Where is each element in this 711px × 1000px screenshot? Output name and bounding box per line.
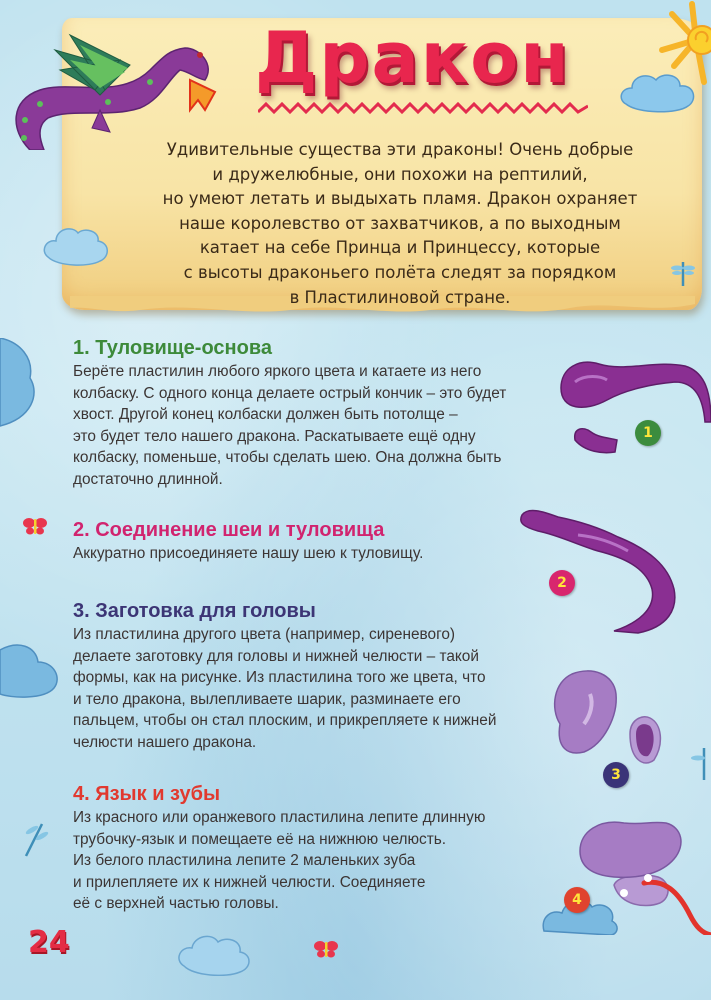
step-1-clay-body-illustration (555, 352, 711, 462)
step-4-section (73, 782, 543, 915)
step-3-clay-head-illustration (544, 664, 674, 776)
cloud-icon (176, 932, 250, 976)
step-text-line: хвост. Другой конец колбаски должен быть потолще – (73, 406, 458, 424)
dragonfly-icon (20, 820, 50, 858)
step-heading: 2. Соединение шеи и туловища (73, 519, 385, 541)
step-text-line: Из красного или оранжевого пластилина лепите длинную (73, 809, 486, 826)
step-heading: 3. Заготовка для головы (73, 600, 316, 622)
sun-icon (652, 0, 711, 90)
dragonfly-edge-icon (690, 746, 711, 782)
step-heading: 4. Язык и зубы (73, 783, 221, 805)
step-1-badge: 1 (635, 420, 661, 446)
step-heading: 1. Туловище-основа (73, 337, 272, 359)
butterfly-icon (313, 938, 339, 962)
intro-line: и дружелюбные, они похожи на рептилий, (212, 164, 588, 184)
cloud-icon (0, 640, 62, 700)
step-2-badge: 2 (549, 570, 575, 596)
step-2-section (73, 518, 543, 565)
page-title: Дракон (255, 17, 571, 99)
step-4-badge: 4 (564, 887, 590, 913)
step-text-line: и прилепляете их к нижней челюсти. Соединяете (73, 873, 426, 891)
step-text-line: Из пластилина другого цвета (например, сиреневого) (73, 626, 456, 643)
cloud-icon (42, 225, 110, 267)
dragonfly-icon (670, 258, 696, 288)
step-text-line: это будет тело нашего дракона. Раскатываете ещё одну (73, 427, 476, 445)
intro-line: Удивительные существа эти драконы! Очень добрые (166, 140, 634, 159)
step-text-line: её с верхней частью головы. (73, 895, 279, 913)
intro-line: в Пластилиновой стране. (289, 287, 511, 307)
step-text-line: Из белого пластилина лепите 2 маленьких зуба (73, 852, 416, 870)
step-text-line: Аккуратно присоединяете нашу шею к туловищу. (73, 545, 424, 562)
step-text-line: Берёте пластилин любого яркого цвета и катаете из него (73, 363, 482, 380)
intro-line: катает на себе Принца и Принцессу, которые (199, 238, 601, 258)
step-text-line: формы, как на рисунке. Из пластилина того же цвета, что (73, 669, 486, 687)
step-text-line: колбаску. С одного конца делаете острый кончик – это будет (73, 384, 507, 402)
step-text-line: трубочку-язык и помещаете её на нижнюю челюсть. (73, 830, 447, 848)
intro-line: но умеют летать и выдыхать пламя. Дракон охраняет (162, 189, 638, 209)
dragon-illustration (0, 10, 230, 150)
intro-line: наше королевство от захватчиков, а по выходным (179, 213, 621, 233)
step-text-line: делаете заготовку для головы и нижней челюсти – такой (73, 647, 479, 665)
title-zigzag-underline (258, 100, 588, 116)
step-text-line: колбаску, поменьше, чтобы сделать шею. Она должна быть (73, 449, 502, 467)
step-text-line: челюсти нашего дракона. (73, 733, 257, 751)
step-1-section (73, 336, 543, 491)
intro-paragraph (130, 138, 670, 310)
step-text-line: пальцем, чтобы он стал плоским, и прикрепляете к нижней (73, 712, 497, 730)
intro-line: с высоты драконьего полёта следят за порядком (183, 262, 617, 282)
step-2-clay-joined-illustration (518, 505, 711, 635)
cloud-edge-icon (0, 338, 40, 428)
page-number: 24 (28, 925, 70, 960)
butterfly-icon (22, 516, 48, 536)
step-3-badge: 3 (603, 762, 629, 788)
step-text-line: достаточно длинной. (73, 470, 223, 488)
step-text-line: и тело дракона, вылепливаете шарик, разминаете его (73, 690, 461, 708)
step-4-clay-head-tongue-illustration (574, 815, 711, 935)
step-3-section (73, 599, 543, 754)
